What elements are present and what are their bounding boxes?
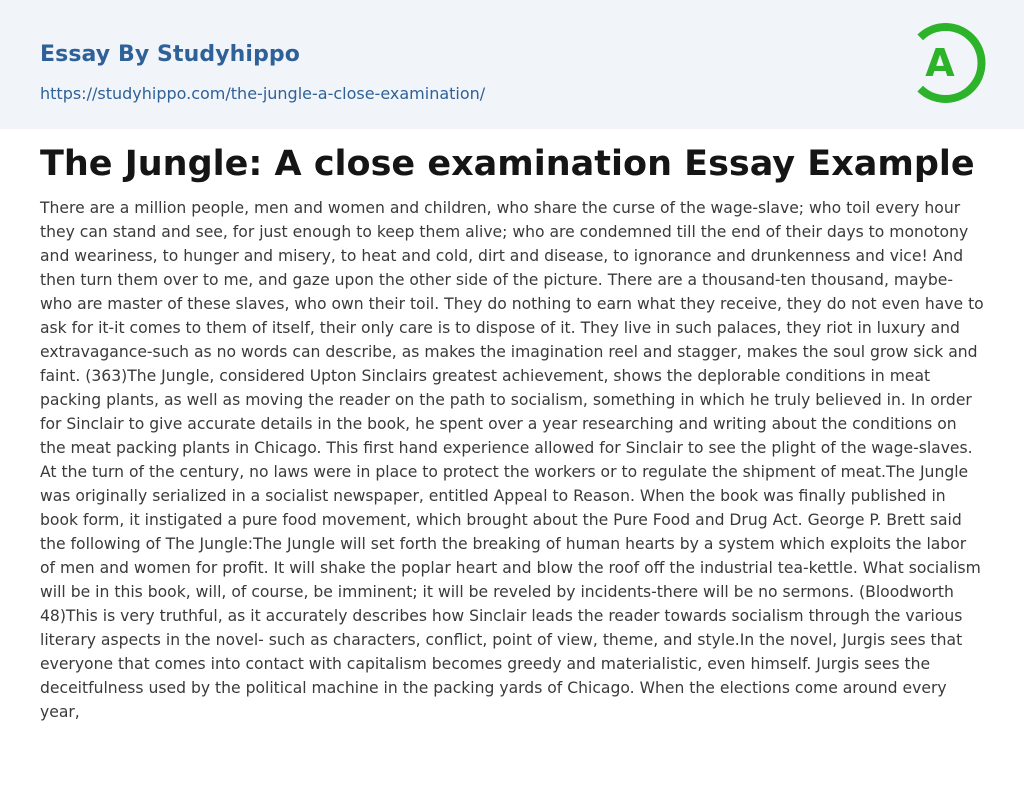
page-url-link[interactable]: https://studyhippo.com/the-jungle-a-close-examination/ (40, 84, 486, 103)
essay-body: There are a million people, men and women and children, who share the curse of the wage-slave; who toil every hour they can stand and see, for just enough to keep them alive; who are condemned till the end of their days to monotony and weariness, to hunger and misery, to heat and cold, dirt and disease, to ignorance and drunkenness and vice! And then turn them over to me, and gaze upon the other side of the picture. There are a thousand-ten thousand, maybe-who are master of these slaves, who own their toil. They do nothing to earn what they receive, they do not even have to ask for it-it comes to them of itself, their only care is to dispose of it. They live in such palaces, they riot in luxury and extravagance-such as no words can describe, as makes the imagination reel and stagger, makes the soul grow sick and faint. (363)The Jungle, considered Upton Sinclairs greatest achievement, shows the deplorable conditions in meat packing plants, as well as moving the reader on the path to socialism, something in which he truly believed in. In order for Sinclair to give accurate details in the book, he spent over a year researching and writing about the conditions on the meat packing plants in Chicago. This first hand experience allowed for Sinclair to see the plight of the wage-slaves. At the turn of the century, no laws were in place to protect the workers or to regulate the shipment of meat.The Jungle was originally serialized in a socialist newspaper, entitled Appeal to Reason. When the book was finally published in book form, it instigated a pure food movement, which brought about the Pure Food and Drug Act. George P. Brett said the following of The Jungle:The Jungle will set forth the breaking of human hearts by a system which exploits the labor of men and women for profit. It will shake the poplar heart and blow the roof off the industrial tea-kettle. What socialism will be in this book, will, of course, be imminent; it will be reveled by incidents-there will be no sermons. (Bloodworth 48)This is very truthful, as it accurately describes how Sinclair leads the reader towards socialism through the various literary aspects in the novel- such as characters, conflict, point of view, theme, and style.In the novel, Jurgis sees that everyone that comes into contact with capitalism becomes greedy and materialistic, even himself. Jurgis sees the deceitfulness used by the political machine in the packing yards of Chicago. When the elections come around every year, (40, 199, 984, 721)
essay-title: The Jungle: A close examination Essay Example (40, 144, 975, 184)
studyhippo-logo-icon[interactable] (910, 18, 988, 108)
site-header (0, 0, 1024, 129)
logo-letter: A (925, 41, 955, 85)
site-brand[interactable]: Essay By Studyhippo (40, 42, 300, 67)
